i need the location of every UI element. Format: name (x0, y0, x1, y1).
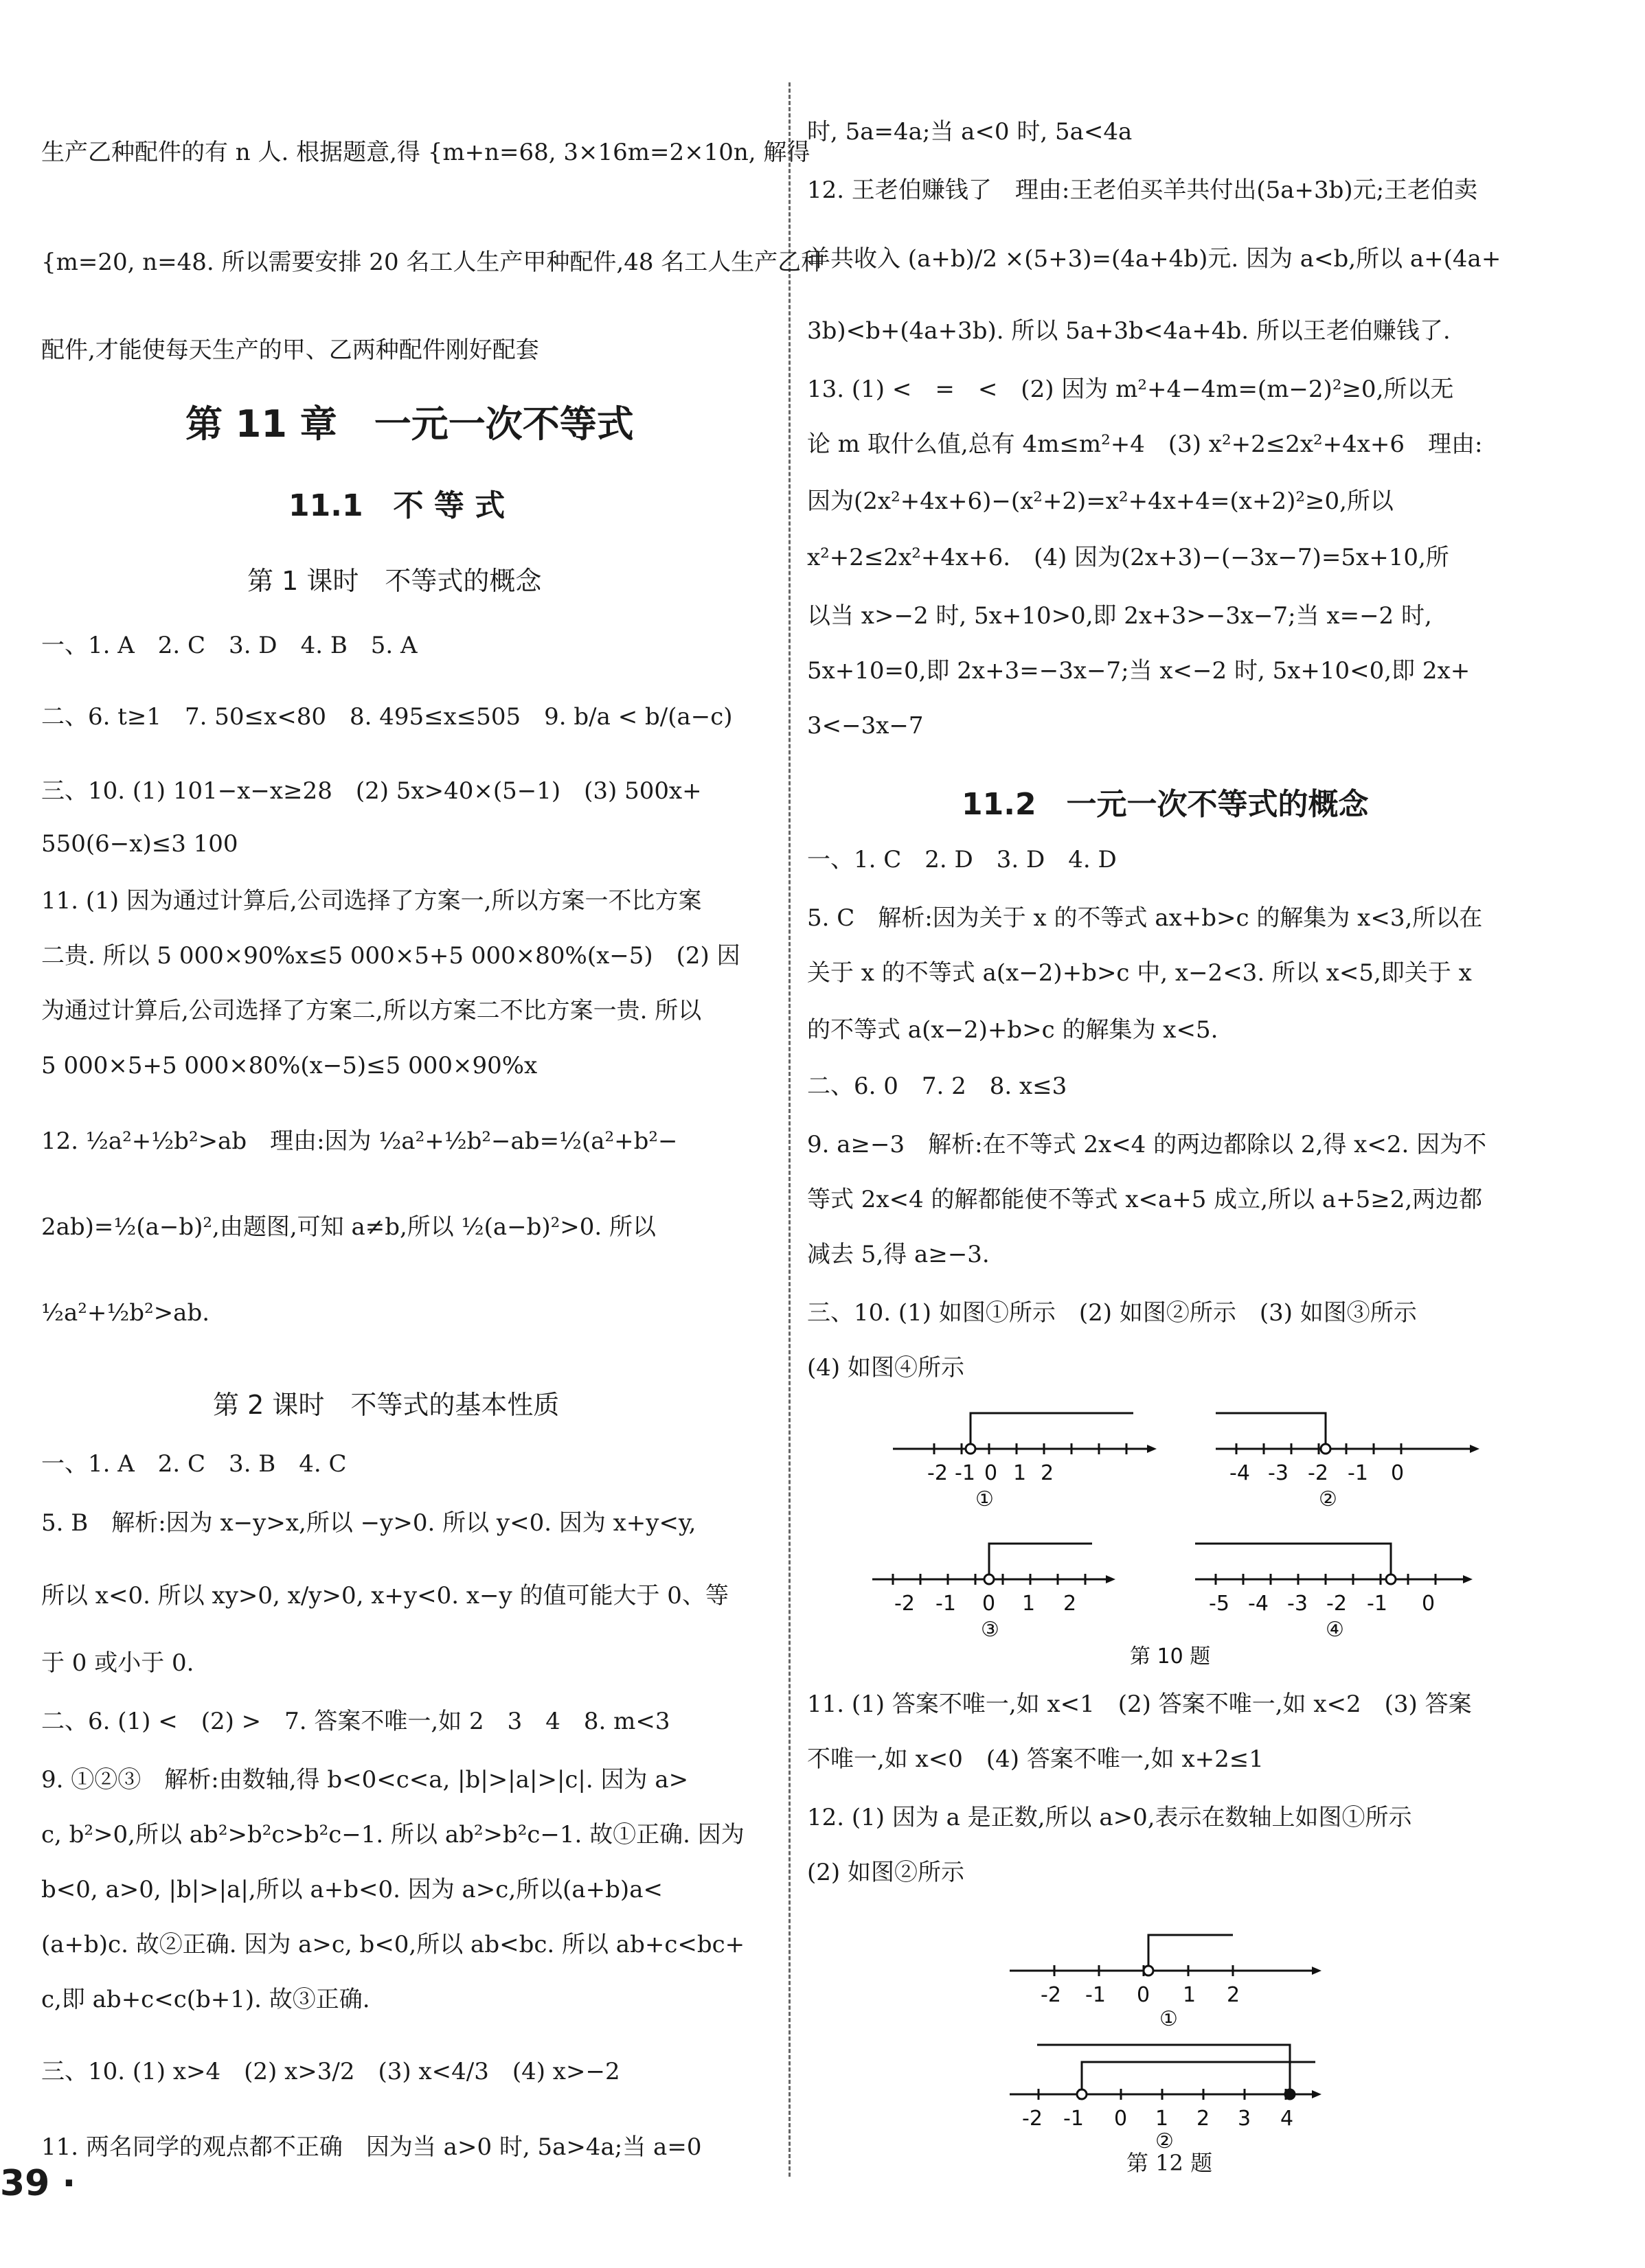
figure-10 (872, 1394, 1490, 1696)
text-line: 二贵. 所以 5 000×90%x≤5 000×5+5 000×80%(x−5) (2) 因 (41, 942, 740, 970)
text-line: ½a²+½b²>ab. (41, 1299, 210, 1327)
text-line: 因为(2x²+4x+6)−(x²+2)=x²+4x+4=(x+2)²≥0,所以 (807, 488, 1394, 515)
figure-label: ② (1319, 1487, 1337, 1511)
text-line: 3b)<b+(4a+3b). 所以 5a+3b<4a+4b. 所以王老伯赚钱了. (807, 317, 1451, 345)
text-line: 一、1. A 2. C 3. D 4. B 5. A (41, 632, 418, 659)
text-line: 11. (1) 答案不唯一,如 x<1 (2) 答案不唯一,如 x<2 (3) 答案 (807, 1691, 1472, 1718)
text-line: 的不等式 a(x−2)+b>c 的解集为 x<5. (807, 1016, 1218, 1044)
text-line: 等式 2x<4 的解都能使不等式 x<a+5 成立,所以 a+5≥2,两边都 (807, 1186, 1483, 1213)
text-line: 为通过计算后,公司选择了方案二,所以方案二不比方案一贵. 所以 (41, 997, 702, 1024)
text-line: 9. ①②③ 解析:由数轴,得 b<0<c<a, |b|>|a|>|c|. 因为 a> (41, 1766, 689, 1794)
tick-label: 3 (1238, 2107, 1251, 2131)
text-line: 一、1. A 2. C 3. B 4. C (41, 1450, 347, 1478)
page-number: 39 · (0, 2163, 76, 2204)
number-line-1 (1010, 1935, 1321, 2031)
number-line-2 (1216, 1413, 1479, 1511)
number-line-1 (893, 1413, 1157, 1511)
text-line: 以当 x>−2 时, 5x+10>0,即 2x+3>−3x−7;当 x=−2 时, (807, 602, 1432, 630)
section-title: 11.1 不 等 式 (288, 488, 506, 523)
text-line: 羊共收入 (a+b)/2 ×(5+3)=(4a+4b)元. 因为 a<b,所以 a+(4a+ (807, 245, 1501, 273)
text-line: 配件,才能使每天生产的甲、乙两种配件刚好配套 (41, 336, 539, 364)
tick-label: -1 (955, 1461, 975, 1485)
text-line: 时, 5a=4a;当 a<0 时, 5a<4a (807, 118, 1133, 146)
text-line: 减去 5,得 a≥−3. (807, 1241, 990, 1268)
figure-label: ③ (981, 1618, 999, 1642)
figure-label: ① (1159, 2007, 1178, 2031)
text-line: 5 000×5+5 000×80%(x−5)≤5 000×90%x (41, 1052, 538, 1079)
tick-label: -1 (1367, 1592, 1387, 1616)
text-line: 关于 x 的不等式 a(x−2)+b>c 中, x−2<3. 所以 x<5,即关于 x (807, 959, 1472, 987)
tick-label: -5 (1209, 1592, 1229, 1616)
text-line: {m=20, n=48. 所以需要安排 20 名工人生产甲种配件,48 名工人生产乙种 (41, 249, 825, 276)
text-line: 于 0 或小于 0. (41, 1649, 194, 1677)
tick-label: -1 (1348, 1461, 1368, 1485)
tick-label: -1 (1085, 1983, 1106, 2007)
text-line: 9. a≥−3 解析:在不等式 2x<4 的两边都除以 2,得 x<2. 因为不 (807, 1131, 1487, 1158)
section-title: 11.2 一元一次不等式的概念 (962, 787, 1369, 822)
text-line: b<0, a>0, |b|>|a|,所以 a+b<0. 因为 a>c,所以(a+b)a< (41, 1876, 663, 1903)
tick-label: -2 (1308, 1461, 1328, 1485)
tick-label: 2 (1196, 2107, 1210, 2131)
text-line: 13. (1) < = < (2) 因为 m²+4−4m=(m−2)²≥0,所以无 (807, 376, 1454, 403)
lesson-title: 第 1 课时 不等式的概念 (247, 566, 542, 596)
tick-label: -3 (1287, 1592, 1308, 1616)
figure-caption: 第 12 题 (1126, 2150, 1213, 2176)
figure-caption: 第 10 题 (1130, 1645, 1211, 1669)
text-line: 二、6. t≥1 7. 50≤x<80 8. 495≤x≤505 9. b/a < b/(a−c) (41, 703, 733, 731)
text-line: 三、10. (1) x>4 (2) x>3/2 (3) x<4/3 (4) x>−2 (41, 2058, 620, 2085)
tick-label: 1 (1013, 1461, 1027, 1485)
text-line: (a+b)c. 故②正确. 因为 a>c, b<0,所以 ab<bc. 所以 ab+c<bc+ (41, 1931, 745, 1958)
tick-label: 1 (1155, 2107, 1169, 2131)
tick-label: -2 (927, 1461, 948, 1485)
lesson-title: 第 2 课时 不等式的基本性质 (213, 1390, 560, 1420)
tick-label: 0 (984, 1461, 998, 1485)
text-line: 550(6−x)≤3 100 (41, 830, 238, 858)
text-line: 12. (1) 因为 a 是正数,所以 a>0,表示在数轴上如图①所示 (807, 1804, 1412, 1831)
tick-label: -4 (1248, 1592, 1269, 1616)
text-line: c,即 ab+c<c(b+1). 故③正确. (41, 1986, 370, 2013)
tick-label: 2 (1227, 1983, 1240, 2007)
tick-label: 0 (1422, 1592, 1436, 1616)
text-line: 生产乙种配件的有 n 人. 根据题意,得 {m+n=68, 3×16m=2×10n, 解得 (41, 139, 810, 166)
tick-label: -2 (1041, 1983, 1061, 2007)
tick-label: 2 (1041, 1461, 1054, 1485)
tick-label: 1 (1022, 1592, 1036, 1616)
text-line: c, b²>0,所以 ab²>b²c>b²c−1. 所以 ab²>b²c−1. 故①正确. 因为 (41, 1821, 745, 1848)
chapter-title: 第 11 章 一元一次不等式 (185, 402, 634, 446)
text-line: 二、6. (1) < (2) > 7. 答案不唯一,如 2 3 4 8. m<3 (41, 1708, 670, 1735)
tick-label: -2 (1326, 1592, 1347, 1616)
text-line: 11. (1) 因为通过计算后,公司选择了方案一,所以方案一不比方案 (41, 887, 702, 915)
tick-label: -3 (1268, 1461, 1289, 1485)
text-line: 三、10. (1) 101−x−x≥28 (2) 5x>40×(5−1) (3) 500x+ (41, 777, 702, 805)
text-line: 三、10. (1) 如图①所示 (2) 如图②所示 (3) 如图③所示 (807, 1299, 1417, 1327)
text-line: 5. B 解析:因为 x−y>x,所以 −y>0. 所以 y<0. 因为 x+y<y, (41, 1509, 696, 1537)
text-line: 二、6. 0 7. 2 8. x≤3 (807, 1073, 1067, 1100)
tick-label: 0 (1137, 1983, 1150, 2007)
figure-label: ② (1155, 2129, 1174, 2153)
tick-label: 0 (1114, 2107, 1128, 2131)
text-line: 论 m 取什么值,总有 4m≤m²+4 (3) x²+2≤2x²+4x+6 理由: (807, 431, 1483, 458)
text-line: 所以 x<0. 所以 xy>0, x/y>0, x+y<0. x−y 的值可能大于 0、等 (41, 1582, 729, 1610)
tick-label: 4 (1280, 2107, 1294, 2131)
text-line: 12. 王老伯赚钱了 理由:王老伯买羊共付出(5a+3b)元;王老伯卖 (807, 176, 1478, 204)
number-line-3 (872, 1544, 1115, 1642)
text-line: 不唯一,如 x<0 (4) 答案不唯一,如 x+2≤1 (807, 1745, 1264, 1773)
tick-label: 1 (1183, 1983, 1196, 2007)
text-line: (2) 如图②所示 (807, 1859, 964, 1886)
tick-label: -4 (1229, 1461, 1250, 1485)
tick-label: 2 (1063, 1592, 1077, 1616)
text-line: 5x+10=0,即 2x+3=−3x−7;当 x<−2 时, 5x+10<0,即 2x+ (807, 657, 1471, 685)
tick-label: -1 (1063, 2107, 1084, 2131)
text-line: 一、1. C 2. D 3. D 4. D (807, 846, 1117, 873)
text-line: 12. ½a²+½b²>ab 理由:因为 ½a²+½b²−ab=½(a²+b²− (41, 1127, 678, 1155)
number-line-2 (1010, 2045, 1321, 2153)
text-line: 11. 两名同学的观点都不正确 因为当 a>0 时, 5a>4a;当 a=0 (41, 2133, 702, 2161)
text-line: 2ab)=½(a−b)²,由题图,可知 a≠b,所以 ½(a−b)²>0. 所以 (41, 1213, 656, 1241)
tick-label: -1 (935, 1592, 956, 1616)
tick-label: -2 (894, 1592, 915, 1616)
tick-label: 0 (982, 1592, 996, 1616)
text-line: 3<−3x−7 (807, 712, 924, 740)
figure-12 (996, 1902, 1353, 2163)
figure-label: ④ (1326, 1618, 1344, 1642)
tick-label: -2 (1022, 2107, 1043, 2131)
text-line: (4) 如图④所示 (807, 1354, 964, 1382)
figure-label: ① (975, 1487, 994, 1511)
text-line: x²+2≤2x²+4x+6. (4) 因为(2x+3)−(−3x−7)=5x+10,所 (807, 544, 1449, 571)
tick-label: 0 (1391, 1461, 1405, 1485)
column-divider (789, 82, 791, 2177)
number-line-4 (1195, 1544, 1473, 1642)
text-line: 5. C 解析:因为关于 x 的不等式 ax+b>c 的解集为 x<3,所以在 (807, 904, 1483, 932)
